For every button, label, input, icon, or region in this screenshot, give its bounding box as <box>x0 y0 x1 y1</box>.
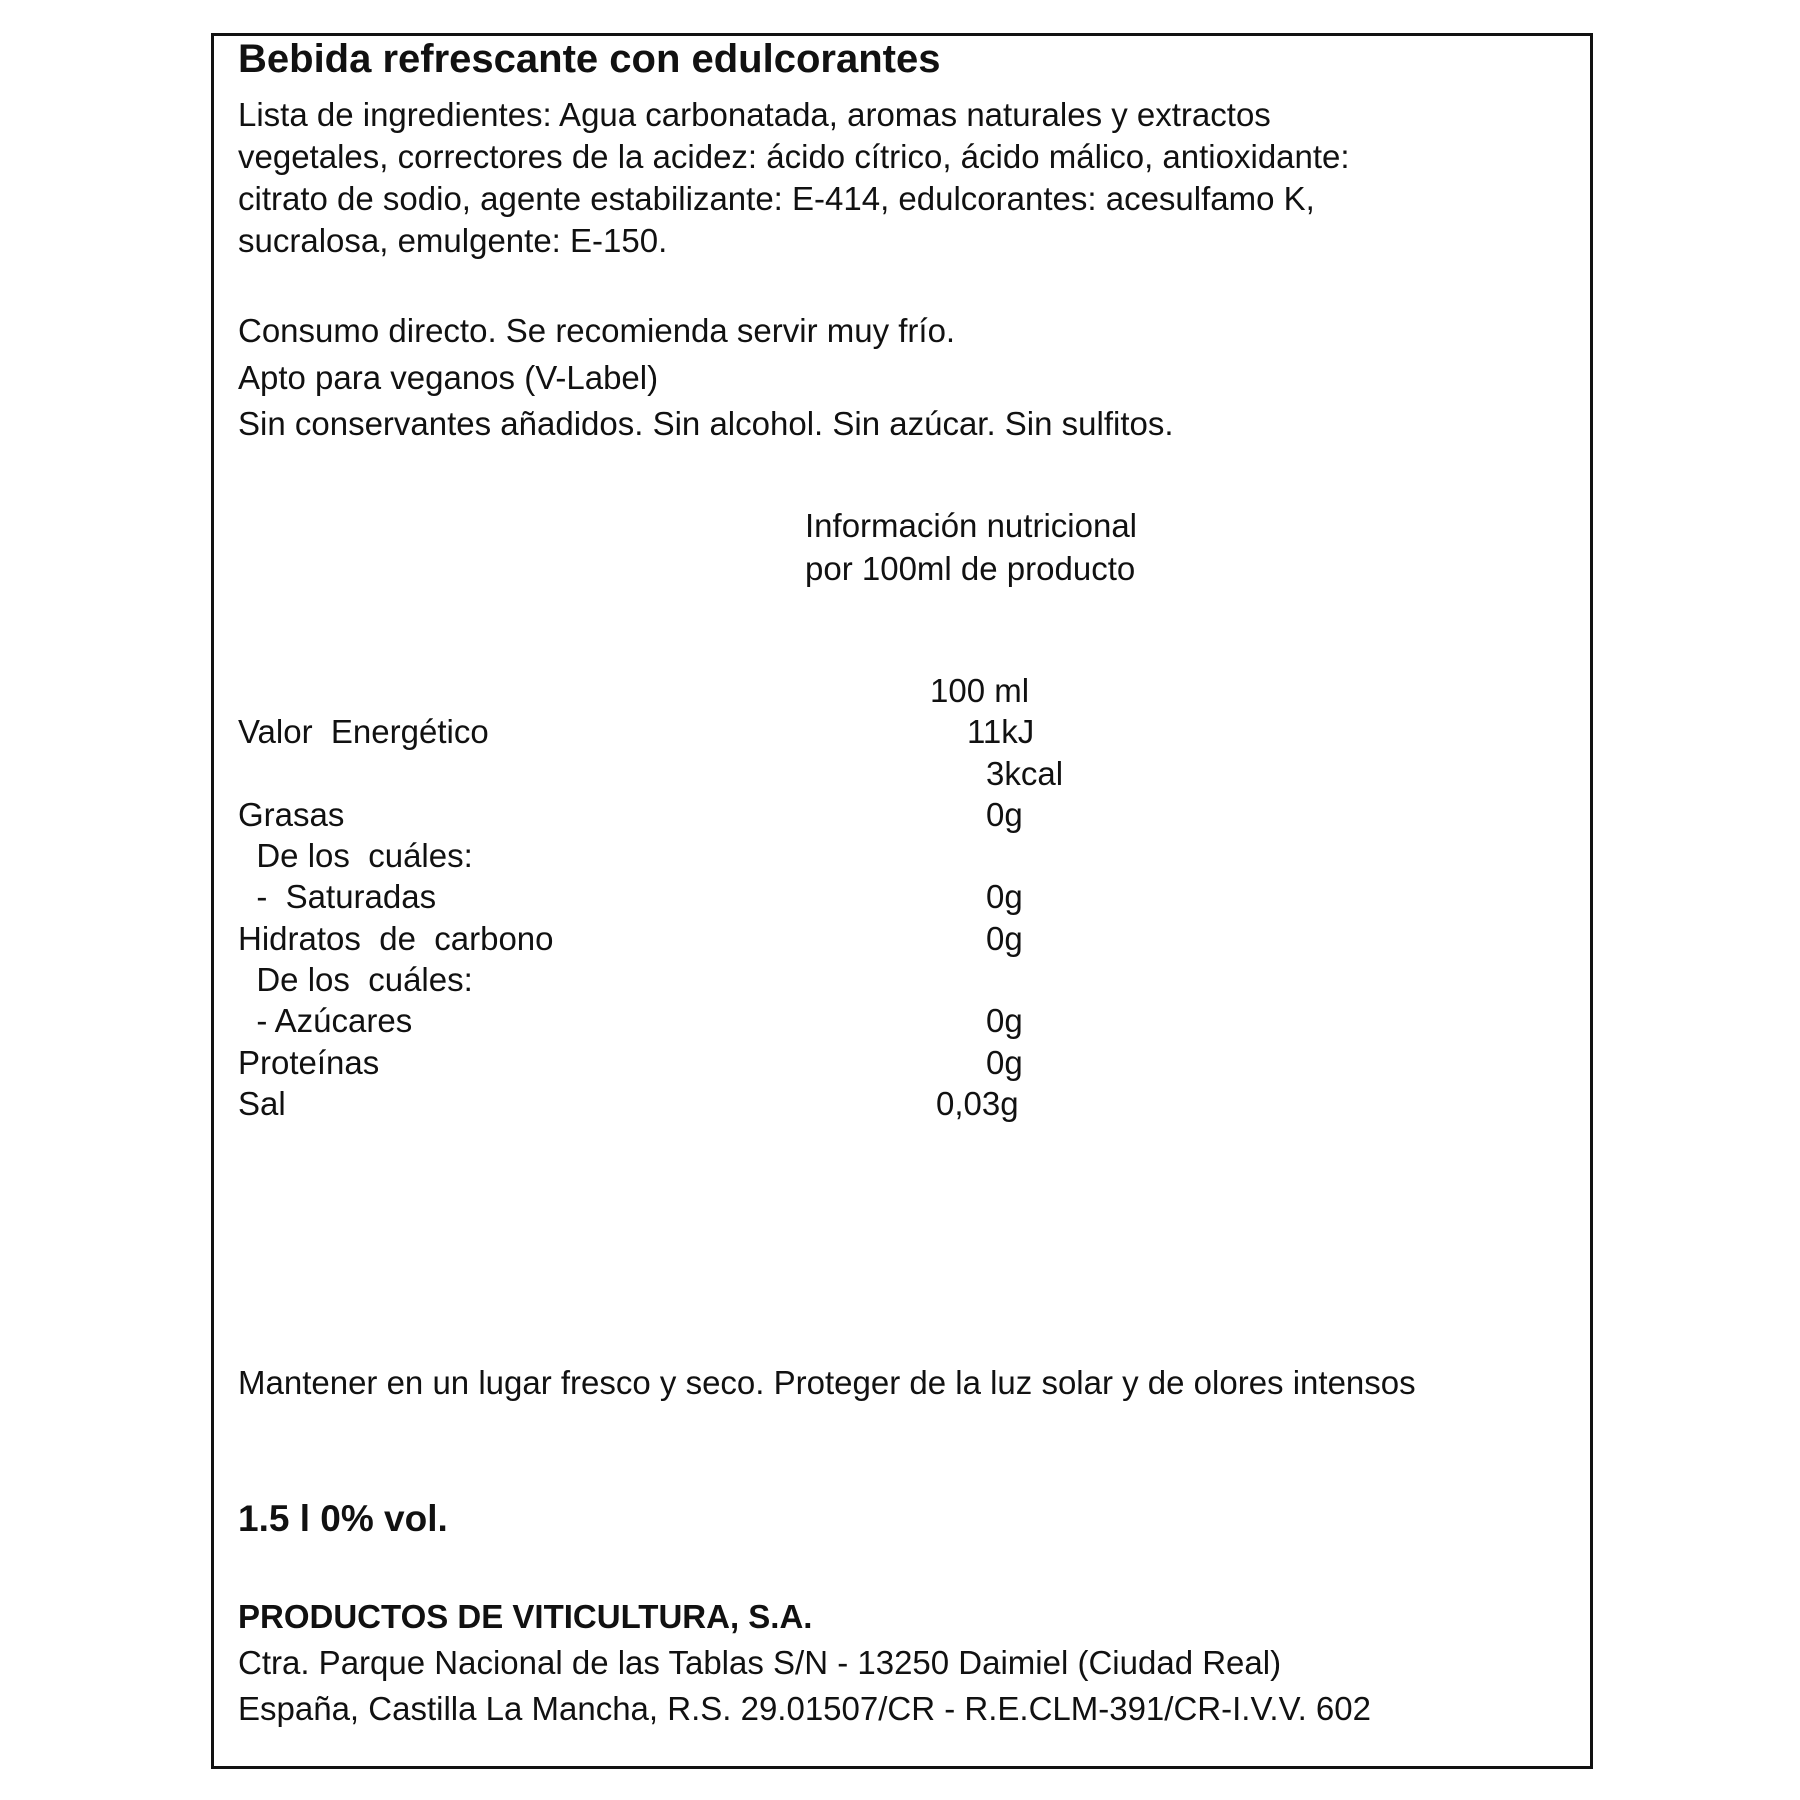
nutrition-row-of-which <box>238 835 1138 876</box>
company-registry: España, Castilla La Mancha, R.S. 29.01507/CR - R.E.CLM-391/CR-I.V.V. 602 <box>238 1690 1371 1727</box>
nutrition-label: Hidratos de carbono <box>238 919 554 957</box>
nutrition-label: Grasas <box>238 795 345 833</box>
nutrition-row-carbohydrates <box>238 918 1138 959</box>
ingredients-list <box>238 94 1478 262</box>
claims-text: Sin conservantes añadidos. Sin alcohol. Sin azúcar. Sin sulfitos. <box>238 405 1174 442</box>
nutrition-row-fat <box>238 794 1138 835</box>
vegan-text: Apto para veganos (V-Label) <box>238 359 659 396</box>
nutrition-value: 0,03g <box>936 1084 1019 1122</box>
usage-text: Consumo directo. Se recomienda servir muy frío. <box>238 312 956 349</box>
nutrition-label: Proteínas <box>238 1043 380 1081</box>
nutrition-column-header: 100 ml <box>930 672 1030 709</box>
nutrition-value: 0g <box>986 1002 1023 1040</box>
company-name: PRODUCTOS DE VITICULTURA, S.A. <box>238 1598 813 1635</box>
nutrition-label: De los cuáles: <box>238 961 473 999</box>
nutrition-label: Sal <box>238 1084 286 1122</box>
nutrition-label: De los cuáles: <box>238 837 473 875</box>
nutrition-value: 0g <box>986 795 1023 833</box>
volume-text: 1.5 l 0% vol. <box>238 1498 448 1539</box>
nutrition-table <box>238 670 1138 1124</box>
nutrition-value: 0g <box>986 878 1023 916</box>
nutrition-row-energy <box>238 711 1138 752</box>
ingredients-line-3: citrato de sodio, agente estabilizante: E-414, edulcorantes: acesulfamo K, <box>238 180 1315 217</box>
ingredients-line-1: Lista de ingredientes: Agua carbonatada, aromas naturales y extractos <box>238 96 1271 133</box>
nutrition-value: 3kcal <box>986 754 1064 792</box>
nutrition-header-line-1: Información nutricional <box>805 507 1137 544</box>
nutrition-value: 0g <box>986 919 1023 957</box>
nutrition-header <box>805 504 1137 590</box>
nutrition-value: 0g <box>986 1043 1023 1081</box>
nutrition-label: - Azúcares <box>238 1002 413 1040</box>
ingredients-line-4: sucralosa, emulgente: E-150. <box>238 222 668 259</box>
nutrition-column-header-row <box>238 670 1138 711</box>
nutrition-row-protein <box>238 1042 1138 1083</box>
nutrition-header-line-2: por 100ml de producto <box>805 550 1136 587</box>
nutrition-label: - Saturadas <box>238 878 437 916</box>
nutrition-value: 11kJ <box>967 713 1035 751</box>
nutrition-row-salt <box>238 1083 1138 1124</box>
nutrition-row-of-which <box>238 959 1138 1000</box>
product-title: Bebida refrescante con edulcorantes <box>238 37 941 81</box>
nutrition-row-energy-kcal <box>238 753 1138 794</box>
storage-text: Mantener en un lugar fresco y seco. Proteger de la luz solar y de olores intensos <box>238 1364 1416 1401</box>
company-address: Ctra. Parque Nacional de las Tablas S/N - 13250 Daimiel (Ciudad Real) <box>238 1644 1282 1681</box>
nutrition-label: Valor Energético <box>238 713 489 751</box>
ingredients-line-2: vegetales, correctores de la acidez: ácido cítrico, ácido málico, antioxidante: <box>238 138 1350 175</box>
nutrition-row-sugars <box>238 1000 1138 1041</box>
nutrition-row-saturated <box>238 876 1138 917</box>
